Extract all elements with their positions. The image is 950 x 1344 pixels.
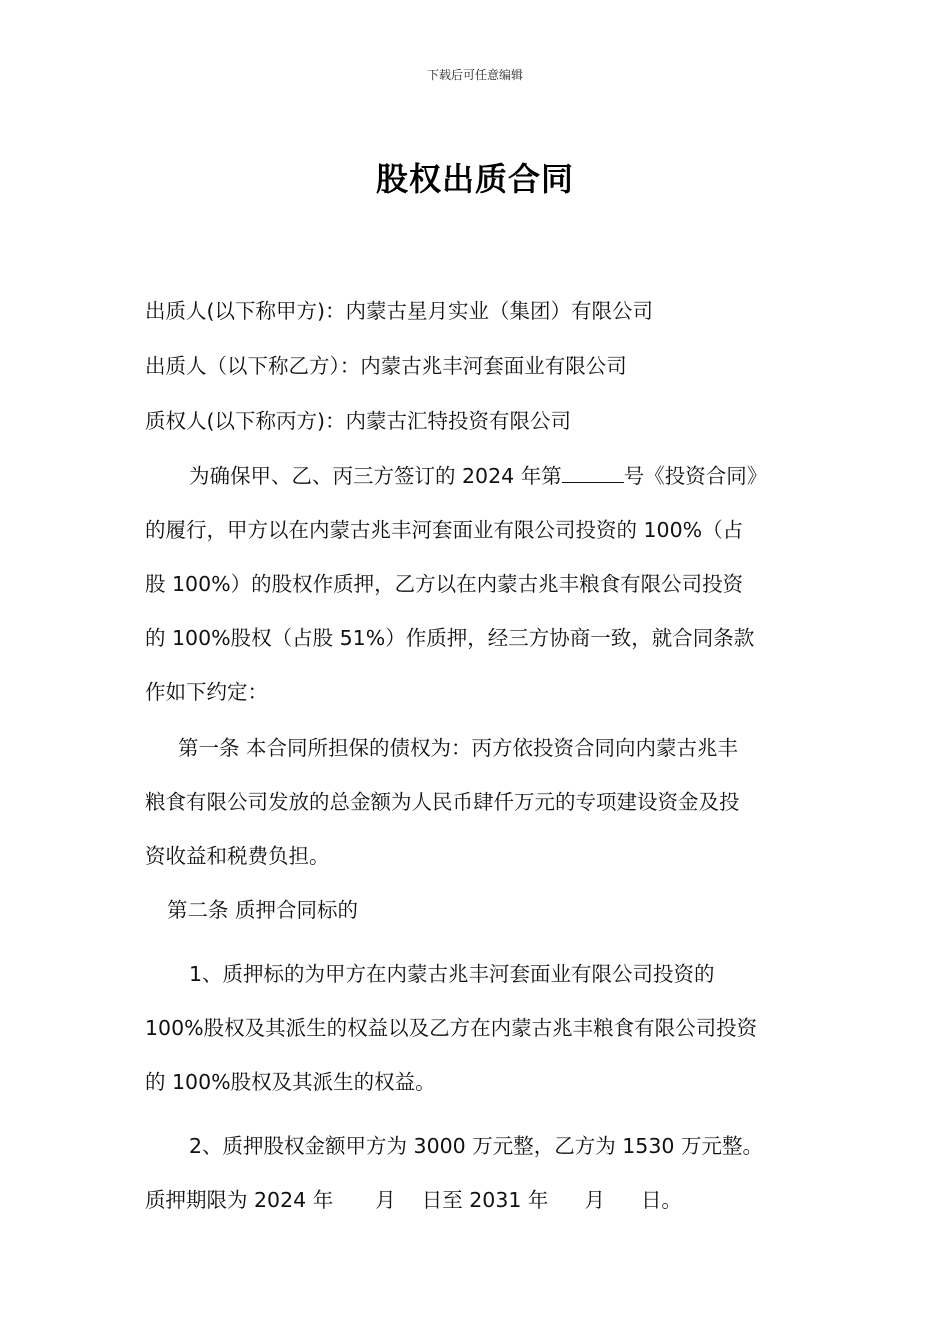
article1-line-3: 资收益和税费负担。	[145, 844, 330, 868]
article2-item2-line-2	[145, 1173, 810, 1227]
preamble-line-2: 的履行，甲方以在内蒙古兆丰河套面业有限公司投资的 100%（占	[145, 518, 744, 542]
article1-line-1: 第一条 本合同所担保的债权为：丙方依投资合同向内蒙古兆丰	[178, 736, 739, 760]
header-note: 下载后可任意编辑	[426, 68, 523, 82]
article2-item1-line-2: 100%股权及其派生的权益以及乙方在内蒙古兆丰粮食有限公司投资	[145, 1016, 758, 1040]
preamble-text-before-blank: 为确保甲、乙、丙三方签订的 2024 年第	[189, 464, 562, 488]
pledge-period-start-year: 质押期限为 2024 年	[145, 1188, 334, 1212]
article2-item1-line-1: 1、质押标的为甲方在内蒙古兆丰河套面业有限公司投资的	[189, 962, 715, 986]
article2-item2-line-1: 2、质押股权金额甲方为 3000 万元整，乙方为 1530 万元整。	[189, 1134, 763, 1158]
contract-number-blank	[562, 464, 624, 483]
page-title: 股权出质合同	[375, 160, 574, 198]
party-a-line: 出质人(以下称甲方)：内蒙古星月实业（集团）有限公司	[145, 299, 653, 323]
pledge-period-start-month: 月	[375, 1188, 396, 1212]
preamble-line-1	[145, 449, 810, 503]
document-body	[145, 284, 810, 1227]
preamble-line-4: 的 100%股权（占股 51%）作质押，经三方协商一致，就合同条款	[145, 626, 755, 650]
preamble-line-5: 作如下约定：	[145, 680, 268, 704]
article1-line-2: 粮食有限公司发放的总金额为人民币肆仟万元的专项建设资金及投	[145, 790, 740, 814]
pledge-period-end-year: 日至 2031 年	[421, 1188, 549, 1212]
pledge-period-end-month: 月	[584, 1188, 605, 1212]
party-b-line: 出质人（以下称乙方）：内蒙古兆丰河套面业有限公司	[145, 354, 627, 378]
article2-item1-line-3: 的 100%股权及其派生的权益。	[145, 1070, 436, 1094]
party-c-line: 质权人(以下称丙方)：内蒙古汇特投资有限公司	[145, 409, 571, 433]
article2-heading: 第二条 质押合同标的	[167, 898, 359, 922]
preamble-line-3: 股 100%）的股权作质押，乙方以在内蒙古兆丰粮食有限公司投资	[145, 572, 744, 596]
pledge-period-end-day: 日。	[640, 1188, 682, 1212]
preamble-text-after-blank: 号《投资合同》	[623, 464, 768, 488]
